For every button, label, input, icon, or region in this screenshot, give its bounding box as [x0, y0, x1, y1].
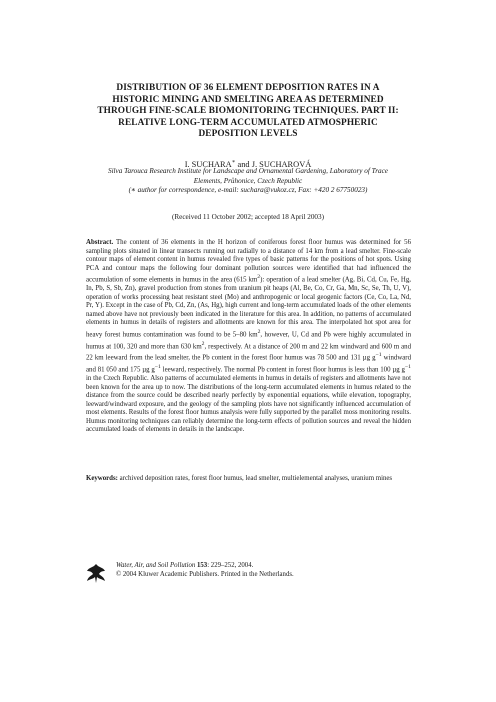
keywords-text: archived deposition rates, forest floor humus, lead smelter, multielemental analyses, uranium mines: [117, 475, 393, 482]
publisher-logo-icon: [86, 562, 106, 584]
journal-name: Water, Air, and Soil Pollution: [116, 562, 196, 569]
keywords-label: Keywords:: [86, 475, 118, 482]
publication-footer: [86, 561, 426, 585]
title-line: DISTRIBUTION OF 36 ELEMENT DEPOSITION RATES IN A: [116, 83, 380, 93]
copyright: © 2004 Kluwer Academic Publishers. Printed in the Netherlands.: [116, 571, 294, 578]
superscript: 2: [257, 328, 261, 335]
citation-lines: [116, 561, 294, 579]
superscript: −1: [375, 352, 382, 359]
abstract-text: in the Czech Republic. Also patterns of accumulated elements in humus in details of registers and allotments have not been known for the area up to now. The distributions of the long-term accumulated elements in humus related to the distance from the source could be described nearly perfectly by exponential equations, while elevation, topography, leeward/windward exposure, and the geology of the sampling plots have not significantly influenced accumulation of most elements. Results of the forest floor humus analysis were fully supported by the parallel moss monitoring results. Humus monitoring techniques can reliably determine the long-term effects of pollution sources and reveal the hidden accumulated loads of elements in details in the landscape.: [86, 375, 411, 434]
title-line: DEPOSITION LEVELS: [198, 129, 298, 140]
author-separator: and: [235, 159, 252, 169]
received-dates: (Received 11 October 2002; accepted 18 April 2003): [171, 213, 325, 221]
abstract-text: , respectively. At a distance of 200 m and 22 km windward and 600 m and 22 km leeward from the lead smelter, the Pb content in the forest floor humus was 78 500 and 131 µg g: [86, 342, 411, 362]
abstract-text: , however, U, Cd and Pb were highly accumulated in humus at 100, 320 and more than 630 km: [86, 331, 411, 350]
abstract-text: ): operation of a lead smelter (Ag, Bi, Cd, Cu, Fe, Hg, In, Pb, S, Sb, Zn), gravel production from stones from uranium pit heaps (Al, Be, Co, Cr, Ga, Mn, Sc, Se, Th, U, V), operation of works processing heat resistant steel (Mo) and anthropogenic or local geogenic factors (Ce, Co, La, Nd, Pr, Y). Except in the case of Pb, Cd, Zn, (As, Hg), high current and long-term accumulated loads of the other elements named above have not previously been indicated in the literature for this area. In addition, no patterns of accumulated elements in humus in details of registers and allotments are known for this area. The interpolated hot spot area for heavy forest humus contamination was found to be 5–80 km: [86, 276, 412, 339]
keywords: [86, 475, 411, 484]
superscript: −1: [404, 364, 411, 371]
abstract-text: leeward, respectively. The normal Pb content in forest floor humus is less than 100 µg g: [160, 366, 405, 374]
title-line: RELATIVE LONG-TERM ACCUMULATED ATMOSPHERIC: [118, 117, 378, 128]
superscript: 2: [201, 340, 205, 347]
superscript: 2: [257, 274, 261, 281]
author-second: J. SUCHAROVÁ: [251, 159, 312, 169]
affiliation: [60, 167, 436, 196]
affiliation-line: Silva Tarouca Research Institute for Landscape and Ornamental Gardening, Laboratory of Trace: [107, 167, 389, 175]
title-line: THROUGH FINE-SCALE BIOMONITORING TECHNIQUES. PART II:: [97, 106, 399, 117]
journal-pages: : 229–252, 2004.: [207, 562, 254, 569]
abstract-text: The content of 36 elements in the H horizon of coniferous forest floor humus was determined for 56 sampling plots situated in linear transects running out radially to a distance of 14 km from a lead smelter. Fine-scale contour maps of element content in humus revealed five types of basic patterns for the positions of hot spots. Using PCA and contour maps the following four dominant pollution sources were identified that had influenced the accumulation of some elements in humus in the area (615 km: [86, 239, 411, 284]
author-mark: ∗: [231, 159, 236, 165]
correspondence-note: (∗ author for correspondence, e-mail: suchara@vukoz.cz, Fax: +420 2 67750023): [128, 186, 368, 195]
journal-citation: [116, 561, 294, 570]
title-line: HISTORIC MINING AND SMELTING AREA AS DETERMINED: [112, 94, 384, 105]
superscript: −1: [154, 364, 161, 371]
abstract-text: windward and 81 050 and 175 µg g: [86, 354, 411, 374]
journal-volume: 153: [195, 562, 208, 569]
abstract: [86, 239, 411, 435]
article-title: [60, 83, 436, 141]
author-first: I. SUCHARA: [184, 159, 232, 169]
abstract-label: Abstract.: [86, 239, 114, 246]
affiliation-line: Elements, Průhonice, Czech Republic: [193, 176, 303, 185]
